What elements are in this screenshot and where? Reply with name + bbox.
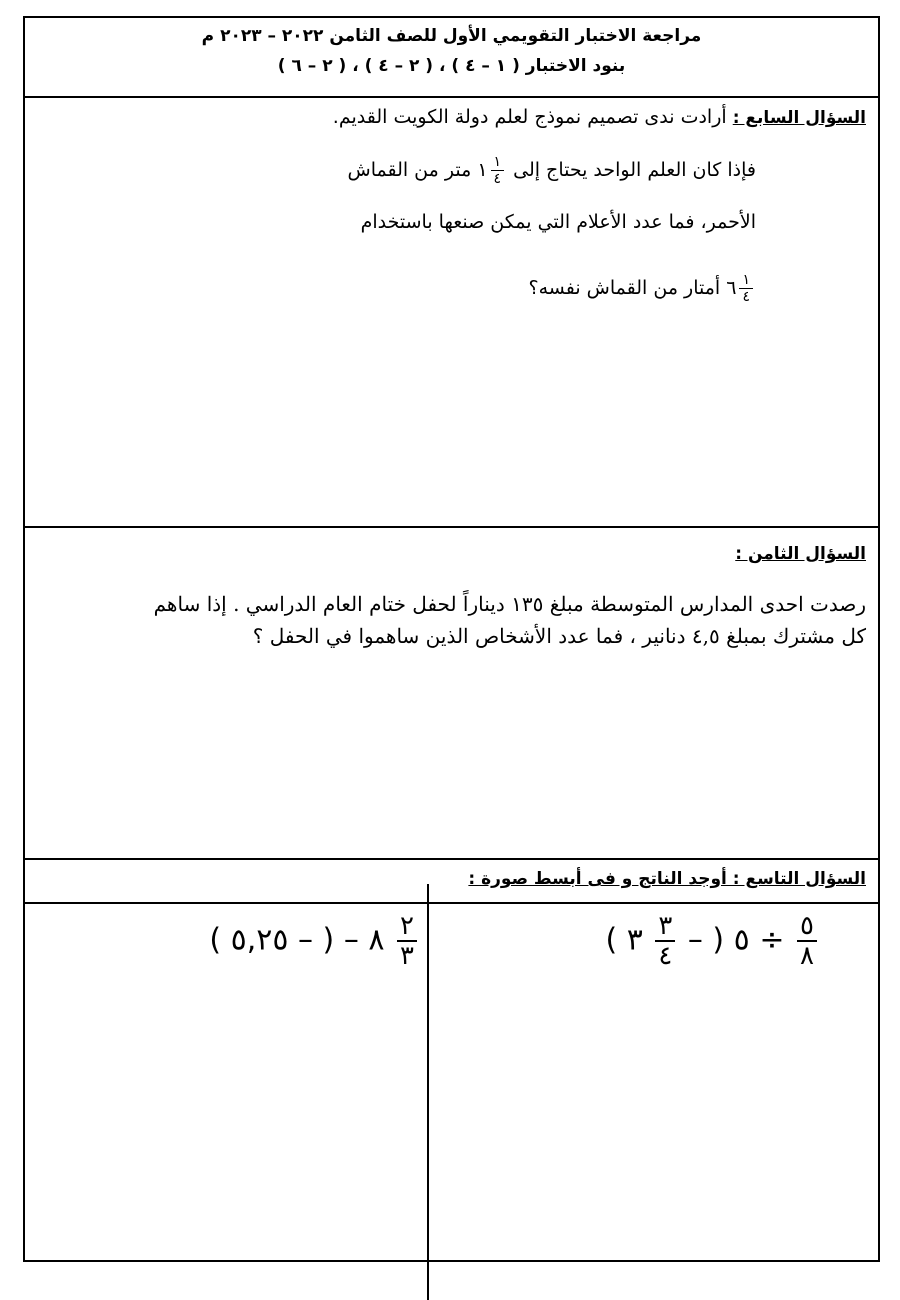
- question-7-line2-a: فإذا كان العلم الواحد يحتاج إلى: [513, 159, 756, 181]
- fraction-denominator: ٨: [800, 941, 814, 971]
- fraction-denominator: ٤: [658, 941, 673, 971]
- whole-number: ٨: [368, 922, 385, 958]
- question-7-body: [266, 108, 866, 331]
- fraction-one-quarter-2: [739, 272, 753, 305]
- expression-left: [209, 912, 420, 970]
- paren-open: ( –: [687, 922, 725, 958]
- fraction-numerator: ١: [739, 272, 753, 289]
- question-7: [25, 96, 878, 528]
- division-operator: ÷ ٥: [733, 922, 785, 958]
- question-8-label: السؤال الثامن :: [735, 544, 866, 564]
- minus-operator: –: [343, 922, 359, 958]
- fraction-five-eighths: [797, 912, 817, 970]
- fraction-numerator: ٣: [655, 912, 675, 942]
- expression-right: [605, 912, 820, 970]
- question-8: [25, 526, 878, 860]
- fraction-two-thirds: [397, 912, 417, 970]
- fraction-numerator: ٢: [397, 912, 417, 942]
- question-9-header: [25, 858, 878, 904]
- question-7-line1: أرادت ندى تصميم نموذج لعلم دولة الكويت القديم.: [332, 106, 727, 128]
- negative-decimal: ( – ٥,٢٥ ): [209, 922, 335, 958]
- question-8-line2: كل مشترك بمبلغ ٤,٥ دنانير ، فما عدد الأشخاص الذين ساهموا في الحفل ؟: [252, 624, 866, 648]
- worksheet: [23, 16, 880, 1262]
- fraction-numerator: ١: [491, 154, 505, 171]
- question-7-label: السؤال السابع :: [732, 108, 866, 128]
- worksheet-header: [25, 18, 878, 98]
- question-9-label: السؤال التاسع : أوجد الناتج و فى أبسط صورة :: [468, 869, 866, 889]
- paren-close: ٣ ): [605, 922, 643, 958]
- fraction-whole: ١: [477, 159, 488, 181]
- header-items: بنود الاختبار ( ١ – ٤ ) ، ( ٢ – ٤ ) ، ( ٢ – ٦ ): [277, 56, 626, 76]
- question-7-line4: أمتار من القماش نفسه؟: [528, 277, 721, 299]
- fraction-numerator: ٥: [797, 912, 817, 942]
- fraction-one-quarter: [491, 154, 505, 187]
- fraction-three-quarters: [655, 912, 675, 970]
- fraction-whole: ٦: [726, 277, 737, 299]
- question-7-line3: الأحمر، فما عدد الأعلام التي يمكن صنعها باستخدام: [360, 211, 756, 233]
- question-8-line1: رصدت احدى المدارس المتوسطة مبلغ ١٣٥ ديناراً لحفل ختام العام الدراسي . إذا ساهم: [153, 592, 866, 616]
- question-8-text: [37, 588, 866, 652]
- fraction-denominator: ٤: [493, 171, 502, 187]
- question-7-line2-b: متر من القماش: [347, 159, 472, 181]
- column-divider: [427, 884, 429, 1300]
- fraction-denominator: ٤: [742, 289, 750, 305]
- header-title: مراجعة الاختبار التقويمي الأول للصف الثامن ٢٠٢٢ – ٢٠٢٣ م: [201, 26, 702, 46]
- fraction-denominator: ٣: [400, 941, 414, 971]
